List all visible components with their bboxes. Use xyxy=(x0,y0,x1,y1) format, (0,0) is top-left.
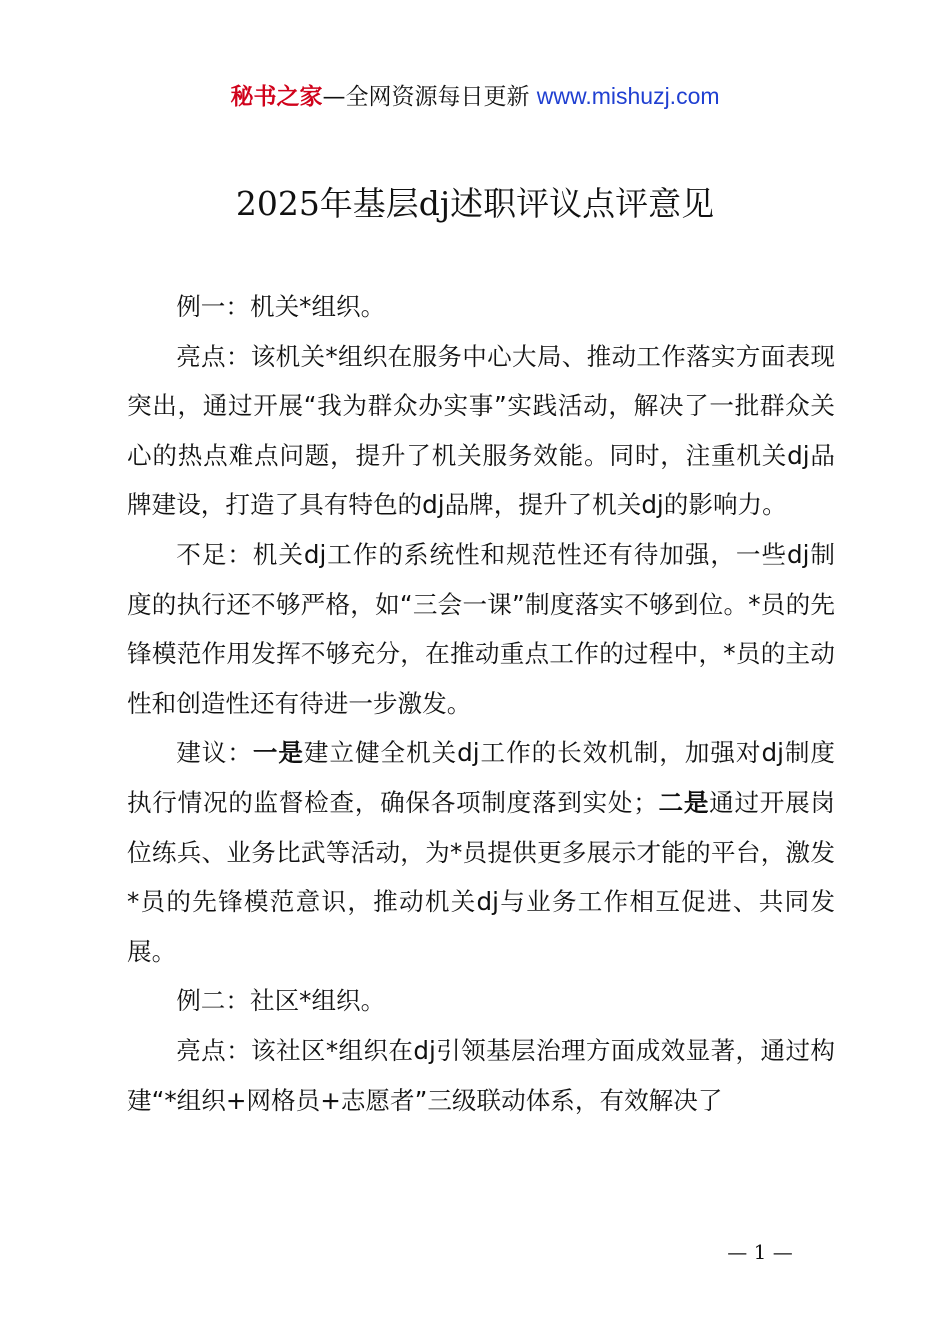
example-two-highlights: 亮点：该社区*组织在dj引领基层治理方面成效显著，通过构建“*组织+网格员+志愿者”三级联动体系，有效解决了 xyxy=(127,1035,835,1115)
suggestion-second-text: 通过开展岗位练兵、业务比武等活动，为*员提供更多展示才能的平台，激发*员的先锋模范意识，推动机关dj与业务工作相互促进、共同发展。 xyxy=(127,787,835,966)
example-one-highlights: 亮点：该机关*组织在服务中心大局、推动工作落实方面表现突出，通过开展“我为群众办实事”实践活动，解决了一批群众关心的热点难点问题，提升了机关服务效能。同时，注重机关dj品牌建设，打造了具有特色的dj品牌，提升了机关dj的影响力。 xyxy=(127,341,835,520)
example-one-heading: 例一：机关*组织。 xyxy=(176,292,386,321)
brand-name: 秘书之家 xyxy=(230,84,323,110)
header-tagline: —全网资源每日更新 xyxy=(322,84,530,110)
example-two-heading: 例二：社区*组织。 xyxy=(176,986,386,1016)
site-url-link[interactable]: www.mishuzj.com xyxy=(536,83,720,109)
site-header xyxy=(0,80,950,113)
example-one-suggestions xyxy=(127,728,835,976)
page-number: — 1 — xyxy=(727,1240,793,1264)
example-one-shortcomings: 不足：机关dj工作的系统性和规范性还有待加强，一些dj制度的执行还不够严格，如“三会一课”制度落实不够到位。*员的先锋模范作用发挥不够充分，在推动重点工作的过程中，*员的主动性和创造性还有待进一步激发。 xyxy=(127,539,835,718)
suggestion-first-label: 一是 xyxy=(252,738,304,768)
document-body xyxy=(127,282,835,1125)
suggestion-second-label: 二是 xyxy=(657,787,710,817)
document-title: 2025年基层dj述职评议点评意见 xyxy=(235,184,715,223)
suggestion-first-text: 建立健全机关dj工作的长效机制，加强对dj制度执行情况的监督检查，确保各项制度落到实处； xyxy=(127,738,835,817)
suggestion-lead: 建议： xyxy=(176,738,253,768)
